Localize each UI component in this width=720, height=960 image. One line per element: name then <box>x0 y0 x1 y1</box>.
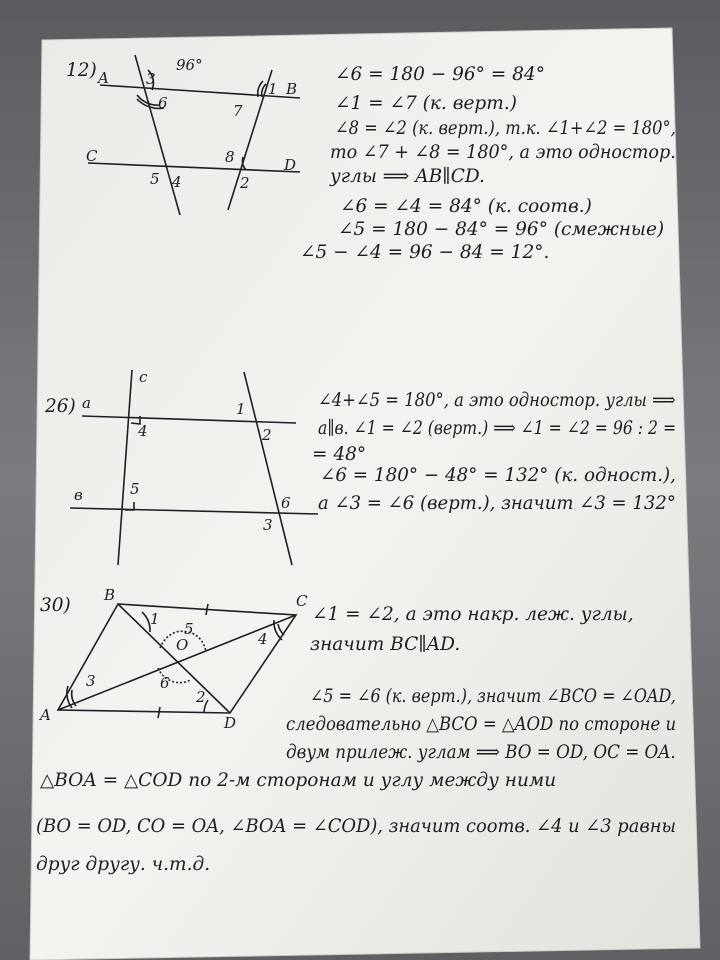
solution-30-line-6: △BOA = △COD по 2-м сторонам и углу между ними <box>40 770 557 791</box>
label-30-angle-5: 5 <box>184 620 194 638</box>
label-angle-5: 5 <box>150 170 160 188</box>
solution-26-line-5: а ∠3 = ∠6 (верт.), значит ∠3 = 132° <box>318 493 676 514</box>
label-26-angle-3: 3 <box>263 516 273 534</box>
label-angle-6: 6 <box>158 94 168 112</box>
solution-12-line-8: ∠5 − ∠4 = 96 − 84 = 12°. <box>300 242 550 263</box>
label-D: D <box>284 156 297 174</box>
label-30-B: B <box>104 586 116 604</box>
label-B: B <box>286 80 298 98</box>
solution-12-line-2: ∠1 = ∠7 (к. верт.) <box>335 93 517 114</box>
label-line-c: c <box>139 368 148 386</box>
solution-12-line-5: углы ⟹ AB∥CD. <box>330 166 485 187</box>
label-angle-1: 1 <box>268 80 278 98</box>
solution-26-line-3: = 48° <box>312 444 367 465</box>
label-line-b: в <box>74 486 83 504</box>
label-A: A <box>98 69 109 87</box>
solution-12-line-7: ∠5 = 180 − 84° = 96° (смежные) <box>338 219 665 240</box>
label-angle-8: 8 <box>225 148 235 166</box>
label-angle-2: 2 <box>240 174 250 192</box>
label-angle-4: 4 <box>172 173 182 191</box>
label-26-angle-4: 4 <box>138 422 148 440</box>
label-angle-7: 7 <box>233 102 243 120</box>
label-angle-3: 3 <box>146 70 156 88</box>
problem-number-26: 26) <box>45 396 76 417</box>
solution-30-line-5: двум прилеж. углам ⟹ BO = OD, OC = OA. <box>286 742 676 763</box>
label-30-D: D <box>224 714 237 732</box>
solution-30-line-7: (BO = OD, CO = OA, ∠BOA = ∠COD), значит соотв. ∠4 и ∠3 равны <box>36 816 677 837</box>
problem-number-12: 12) <box>66 60 97 81</box>
solution-26-line-1: ∠4+∠5 = 180°, а это одностор. углы ⟹ <box>318 390 676 411</box>
solution-12-line-1: ∠6 = 180 − 96° = 84° <box>335 64 545 85</box>
solution-30-line-4: следовательно △BCO = △AOD по стороне и <box>286 714 677 735</box>
solution-30-line-2: значит BC∥AD. <box>310 634 461 655</box>
solution-12-line-3: ∠8 = ∠2 (к. верт.), т.к. ∠1+∠2 = 180°, <box>335 118 676 139</box>
solution-30-line-1: ∠1 = ∠2, а это накр. леж. углы, <box>312 604 634 625</box>
label-30-angle-3: 3 <box>86 672 96 690</box>
label-30-angle-6: 6 <box>160 674 170 692</box>
solution-26-line-2: a∥в. ∠1 = ∠2 (верт.) ⟹ ∠1 = ∠2 = 96 : 2 = <box>318 418 677 439</box>
label-30-A: A <box>40 706 51 724</box>
solution-30-line-3: ∠5 = ∠6 (к. верт.), значит ∠BCO = ∠OAD, <box>310 686 676 707</box>
label-26-angle-2: 2 <box>262 426 272 444</box>
label-30-C: C <box>296 592 308 610</box>
label-C: C <box>86 147 98 165</box>
label-30-angle-1: 1 <box>150 610 160 628</box>
label-line-a: a <box>82 394 91 412</box>
solution-30-line-8: друг другу. ч.т.д. <box>36 854 211 875</box>
problem-number-30: 30) <box>40 595 71 616</box>
label-26-angle-1: 1 <box>236 400 246 418</box>
label-30-O: O <box>176 636 189 654</box>
label-30-angle-2: 2 <box>196 688 206 706</box>
solution-12-line-6: ∠6 = ∠4 = 84° (к. соотв.) <box>340 196 592 217</box>
solution-26-line-4: ∠6 = 180° − 48° = 132° (к. одност.), <box>320 465 676 486</box>
label-26-angle-5: 5 <box>130 480 140 498</box>
label-26-angle-6: 6 <box>281 494 291 512</box>
label-30-angle-4: 4 <box>258 630 268 648</box>
solution-12-line-4: то ∠7 + ∠8 = 180°, а это одностор. <box>330 142 676 163</box>
label-angle-96: 96° <box>176 56 203 74</box>
